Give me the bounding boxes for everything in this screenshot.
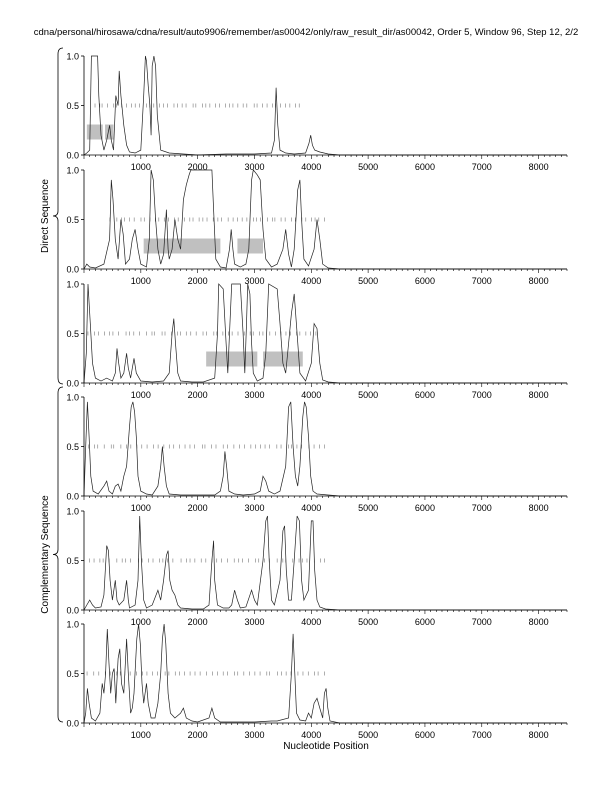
x-tick-label: 8000	[528, 617, 549, 627]
x-tick-label: 5000	[358, 390, 379, 400]
y-tick-label: 1.0	[66, 506, 79, 517]
group-bracket-1	[53, 48, 63, 384]
series-line	[84, 284, 567, 383]
x-tick-label: 3000	[244, 730, 265, 740]
series-line	[84, 56, 567, 155]
x-tick-label: 6000	[414, 503, 435, 513]
x-tick-label: 4000	[301, 503, 322, 513]
x-tick-label: 4000	[301, 730, 322, 740]
series-line	[84, 624, 567, 723]
y-tick-label: 0.5	[66, 215, 79, 225]
x-tick-label: 8000	[528, 503, 549, 513]
group-label: Complementary Sequence	[40, 495, 51, 614]
x-tick-label: 3000	[244, 162, 265, 172]
x-tick-label: 2000	[187, 276, 208, 286]
chart-title: cdna/personal/hirosawa/cdna/result/auto9906/remember/as00042/only/raw_result_dir/as00042, Order 5, Window 96, Step 12, 2/2	[33, 27, 579, 38]
x-tick-label: 1000	[130, 617, 151, 627]
x-tick-label: 4000	[301, 276, 322, 286]
y-tick-label: 0.0	[66, 378, 79, 389]
x-tick-label: 5000	[358, 162, 379, 172]
x-tick-label: 4000	[301, 162, 322, 172]
y-tick-label: 1.0	[66, 619, 79, 630]
x-tick-label: 6000	[414, 730, 435, 740]
x-tick-label: 7000	[471, 617, 492, 627]
series-line	[84, 170, 567, 269]
y-tick-label: 0.0	[66, 718, 79, 729]
x-tick-label: 7000	[471, 390, 492, 400]
x-tick-label: 5000	[358, 617, 379, 627]
panel-4	[66, 393, 567, 514]
x-tick-label: 1000	[130, 276, 151, 286]
group-label: Direct Sequence	[40, 179, 51, 253]
panel-2	[66, 166, 567, 287]
x-tick-label: 7000	[471, 730, 492, 740]
y-tick-label: 0.5	[66, 556, 79, 566]
y-tick-label: 0.5	[66, 442, 79, 452]
x-tick-label: 5000	[358, 503, 379, 513]
y-tick-label: 1.0	[66, 392, 79, 403]
x-tick-label: 6000	[414, 276, 435, 286]
x-tick-label: 3000	[244, 503, 265, 513]
x-tick-label: 1000	[130, 162, 151, 172]
x-tick-label: 2000	[187, 503, 208, 513]
x-tick-label: 6000	[414, 162, 435, 172]
x-tick-label: 1000	[130, 390, 151, 400]
x-tick-label: 8000	[528, 276, 549, 286]
chart-panels	[66, 52, 567, 741]
panel-1	[66, 52, 567, 173]
x-tick-label: 8000	[528, 390, 549, 400]
x-tick-label: 2000	[187, 390, 208, 400]
x-tick-label: 5000	[358, 730, 379, 740]
y-tick-label: 1.0	[66, 51, 79, 62]
y-tick-label: 0.5	[66, 669, 79, 679]
x-tick-label: 2000	[187, 730, 208, 740]
x-tick-label: 2000	[187, 162, 208, 172]
y-tick-label: 1.0	[66, 279, 79, 290]
y-tick-label: 0.0	[66, 264, 79, 275]
y-tick-label: 1.0	[66, 165, 79, 176]
x-axis-label: Nucleotide Position	[283, 741, 369, 752]
series-line	[84, 516, 567, 610]
group-bracket-2	[53, 387, 63, 722]
x-tick-label: 8000	[528, 162, 549, 172]
x-tick-label: 8000	[528, 730, 549, 740]
x-tick-label: 6000	[414, 390, 435, 400]
y-tick-label: 0.0	[66, 605, 79, 616]
x-tick-label: 5000	[358, 276, 379, 286]
series-line	[84, 402, 567, 496]
y-tick-label: 0.0	[66, 150, 79, 161]
y-tick-label: 0.0	[66, 491, 79, 502]
group-brackets	[40, 48, 63, 722]
panel-5	[66, 507, 567, 628]
region-block-1	[206, 352, 257, 367]
x-tick-label: 7000	[471, 276, 492, 286]
y-tick-label: 0.5	[66, 329, 79, 339]
x-tick-label: 1000	[130, 730, 151, 740]
x-tick-label: 2000	[187, 617, 208, 627]
panel-3	[66, 280, 567, 401]
y-tick-label: 0.5	[66, 101, 79, 111]
region-block-1	[144, 239, 221, 254]
x-tick-label: 1000	[130, 503, 151, 513]
x-tick-label: 7000	[471, 162, 492, 172]
x-tick-label: 7000	[471, 503, 492, 513]
x-tick-label: 3000	[244, 390, 265, 400]
region-block-2	[237, 239, 263, 254]
x-tick-label: 4000	[301, 617, 322, 627]
x-tick-label: 4000	[301, 390, 322, 400]
x-tick-label: 3000	[244, 276, 265, 286]
x-tick-label: 6000	[414, 617, 435, 627]
x-tick-label: 3000	[244, 617, 265, 627]
panel-6	[66, 620, 567, 741]
